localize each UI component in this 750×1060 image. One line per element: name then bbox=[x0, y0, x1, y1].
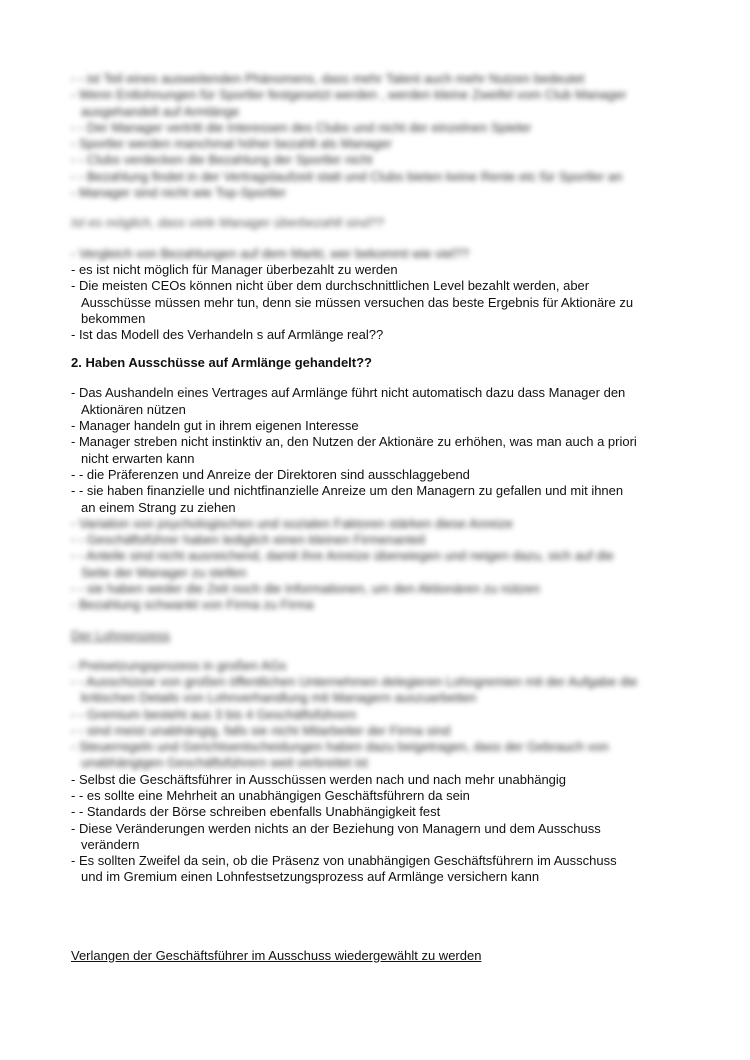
text-line: - - Standards der Börse schreiben ebenfalls Unabhängigkeit fest bbox=[71, 804, 441, 820]
text-line: an einem Strang zu ziehen bbox=[81, 499, 236, 515]
blurred-line: - - Bezahlung findet in der Vertragslaufzeit statt und Clubs bieten keine Rente etc für Sportler an bbox=[71, 168, 623, 184]
blurred-line: - - Clubs verdecken die Bezahlung der Sportler nicht bbox=[71, 152, 373, 168]
text-line: - Selbst die Geschäftsführer in Ausschüssen werden nach und nach mehr unabhängig bbox=[71, 771, 567, 787]
blurred-line: - - Gremium besteht aus 3 bis 4 Geschäftsführern bbox=[71, 706, 357, 722]
blurred-line: kritischen Details von Lohnverhandlung mit Managern auszuarbeiten bbox=[81, 690, 477, 706]
text-line: - - sie haben finanzielle und nichtfinanzielle Anreize um den Managern zu gefallen und mit ihnen bbox=[71, 483, 624, 499]
blurred-line: - - sind meist unabhängig, falls sie nicht Mitarbeiter der Firma sind bbox=[71, 722, 451, 738]
text-line: bekommen bbox=[81, 310, 146, 326]
blurred-line: - - Geschäftsführer haben lediglich einen kleinen Firmenanteil bbox=[71, 532, 426, 548]
blurred-line: - Bezahlung schwankt von Firma zu Firma bbox=[71, 597, 314, 613]
blurred-line: - - Anteile sind nicht ausreichend, damit ihre Anreize überwiegen und neigen dazu, sich auf die bbox=[71, 548, 614, 564]
text-line: verändern bbox=[81, 836, 140, 852]
blurred-line: - - ist Teil eines ausweitenden Phänomens, dass mehr Talent auch mehr Nutzen bedeutet bbox=[71, 71, 585, 86]
text-line: Aktionären nützen bbox=[81, 401, 186, 417]
blurred-line: - - Der Manager vertritt die Interessen des Clubs und nicht der einzelnen Spieler bbox=[71, 119, 532, 135]
blurred-line: - Wenn Entlohnungen für Sportler festgesetzt werden , werden kleine Zweifel vom Club Manager bbox=[71, 87, 627, 103]
blurred-subheading: Der Lohnprozess bbox=[71, 627, 170, 643]
blurred-line: - Steuerregeln und Gerichtsentscheidungen haben dazu beigetragen, dass der Gebrauch von bbox=[71, 739, 609, 755]
document-content bbox=[71, 71, 681, 964]
section-heading: 2. Haben Ausschüsse auf Armlänge gehandelt?? bbox=[71, 355, 372, 371]
text-line: - Das Aushandeln eines Vertrages auf Armlänge führt nicht automatisch dazu dass Manager den bbox=[71, 385, 626, 401]
blurred-line: Seite der Manager zu stellen bbox=[81, 564, 247, 580]
blurred-line: ausgehandelt auf Armlänge bbox=[81, 103, 240, 119]
text-line: nicht erwarten kann bbox=[81, 450, 195, 466]
text-line: - Ist das Modell des Verhandeln s auf Armlänge real?? bbox=[71, 327, 384, 343]
blurred-line: - Variation von psychologischen und sozialen Faktoren stärken diese Anreize bbox=[71, 515, 514, 531]
text-line: - - es sollte eine Mehrheit an unabhängigen Geschäftsführern da sein bbox=[71, 787, 470, 803]
blurred-line: unabhängigen Geschäftsführern weit verbreitet ist bbox=[81, 755, 368, 771]
text-line: und im Gremium einen Lohnfestsetzungsprozess auf Armlänge versichern kann bbox=[81, 869, 540, 885]
text-line: - Manager streben nicht instinktiv an, den Nutzen der Aktionäre zu erhöhen, was man auch a priori bbox=[71, 434, 637, 450]
final-heading: Verlangen der Geschäftsführer im Ausschuss wiedergewählt zu werden bbox=[71, 947, 482, 963]
blurred-line: - Vergleich von Bezahlungen auf dem Markt, wer bekommt wie viel?? bbox=[71, 245, 470, 261]
text-line: - - die Präferenzen und Anreize der Direktoren sind ausschlaggebend bbox=[71, 466, 470, 482]
text-line: - es ist nicht möglich für Manager überbezahlt zu werden bbox=[71, 261, 398, 277]
blurred-line: - - Ausschüsse von großen öffentlichen Unternehmen delegieren Lohngremien mit der Aufgabe die bbox=[71, 673, 638, 689]
text-line: - Diese Veränderungen werden nichts an der Beziehung von Managern und dem Ausschuss bbox=[71, 820, 601, 836]
blurred-question: Ist es möglich, dass viele Manager überbezahlt sind?? bbox=[71, 215, 384, 231]
blurred-line: - - sie haben weder die Zeit noch die Informationen, um den Aktionären zu nützen bbox=[71, 581, 541, 597]
text-line: - Die meisten CEOs können nicht über dem durchschnittlichen Level bezahlt werden, aber bbox=[71, 278, 590, 294]
blurred-line: - Sportler werden manchmal höher bezahlt als Manager bbox=[71, 136, 392, 152]
blurred-line: - Manager sind nicht wie Top-Sportler bbox=[71, 185, 287, 201]
text-line: - Es sollten Zweifel da sein, ob die Präsenz von unabhängigen Geschäftsführern im Ausschuss bbox=[71, 853, 617, 869]
text-line: - Manager handeln gut in ihrem eigenen Interesse bbox=[71, 418, 359, 434]
blurred-line: - Preisetzungsprozess in großen AGs bbox=[71, 657, 287, 673]
text-line: Ausschüsse müssen mehr tun, denn sie müssen versuchen das beste Ergebnis für Aktionäre zu bbox=[81, 294, 634, 310]
